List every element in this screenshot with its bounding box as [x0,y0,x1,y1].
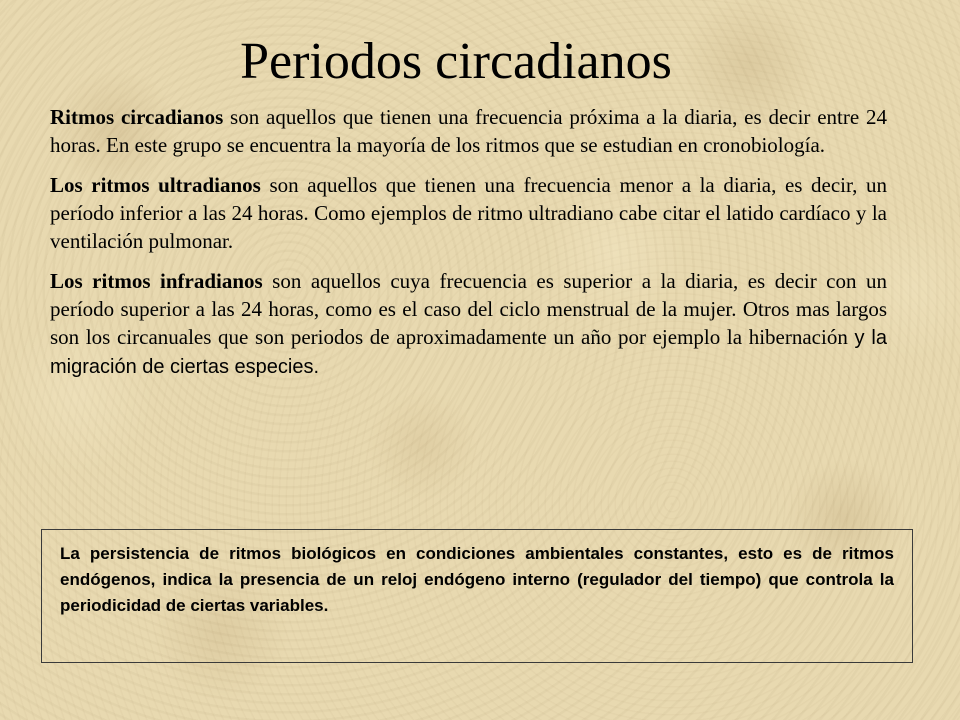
body-text [50,103,887,393]
definition-infradian: son aquellos cuya frecuencia es superior a la diaria, es decir con un período superior a las 24 horas, como es el caso del ciclo menstrual de la mujer. Otros mas largos son los circanuales que son periodos de aproximadamente un año por ejemplo la hibernación [50,269,888,349]
paragraph-ultradian [50,171,887,255]
term-ultradian: Los ritmos ultradianos [50,173,261,197]
boxed-note [41,529,913,663]
definition-circadian: son aquellos que tienen una frecuencia próxima a la diaria, es decir entre 24 horas. En este grupo se encuentra la mayoría de los ritmos que se estudian en cronobiología. [50,105,887,157]
term-infradian: Los ritmos infradianos [50,269,263,293]
definition-ultradian: son aquellos que tienen una frecuencia menor a la diaria, es decir, un período inferior a las 24 horas. Como ejemplos de ritmo ultradiano cabe citar el latido cardíaco y la ventilación pulmonar. [50,173,887,253]
paragraph-infradian [50,267,887,381]
definition-infradian-tail: y la migración de ciertas especies. [50,327,887,378]
term-circadian: Ritmos circadianos [50,105,224,129]
page-title: Periodos circadianos [240,33,672,90]
boxed-note-text: La persistencia de ritmos biológicos en condiciones ambientales constantes, esto es de ritmos endógenos, indica la presencia de un reloj endógeno interno (regulador del tiempo) que controla la periodicidad de ciertas variables. [60,544,894,615]
paragraph-circadian [50,103,887,159]
